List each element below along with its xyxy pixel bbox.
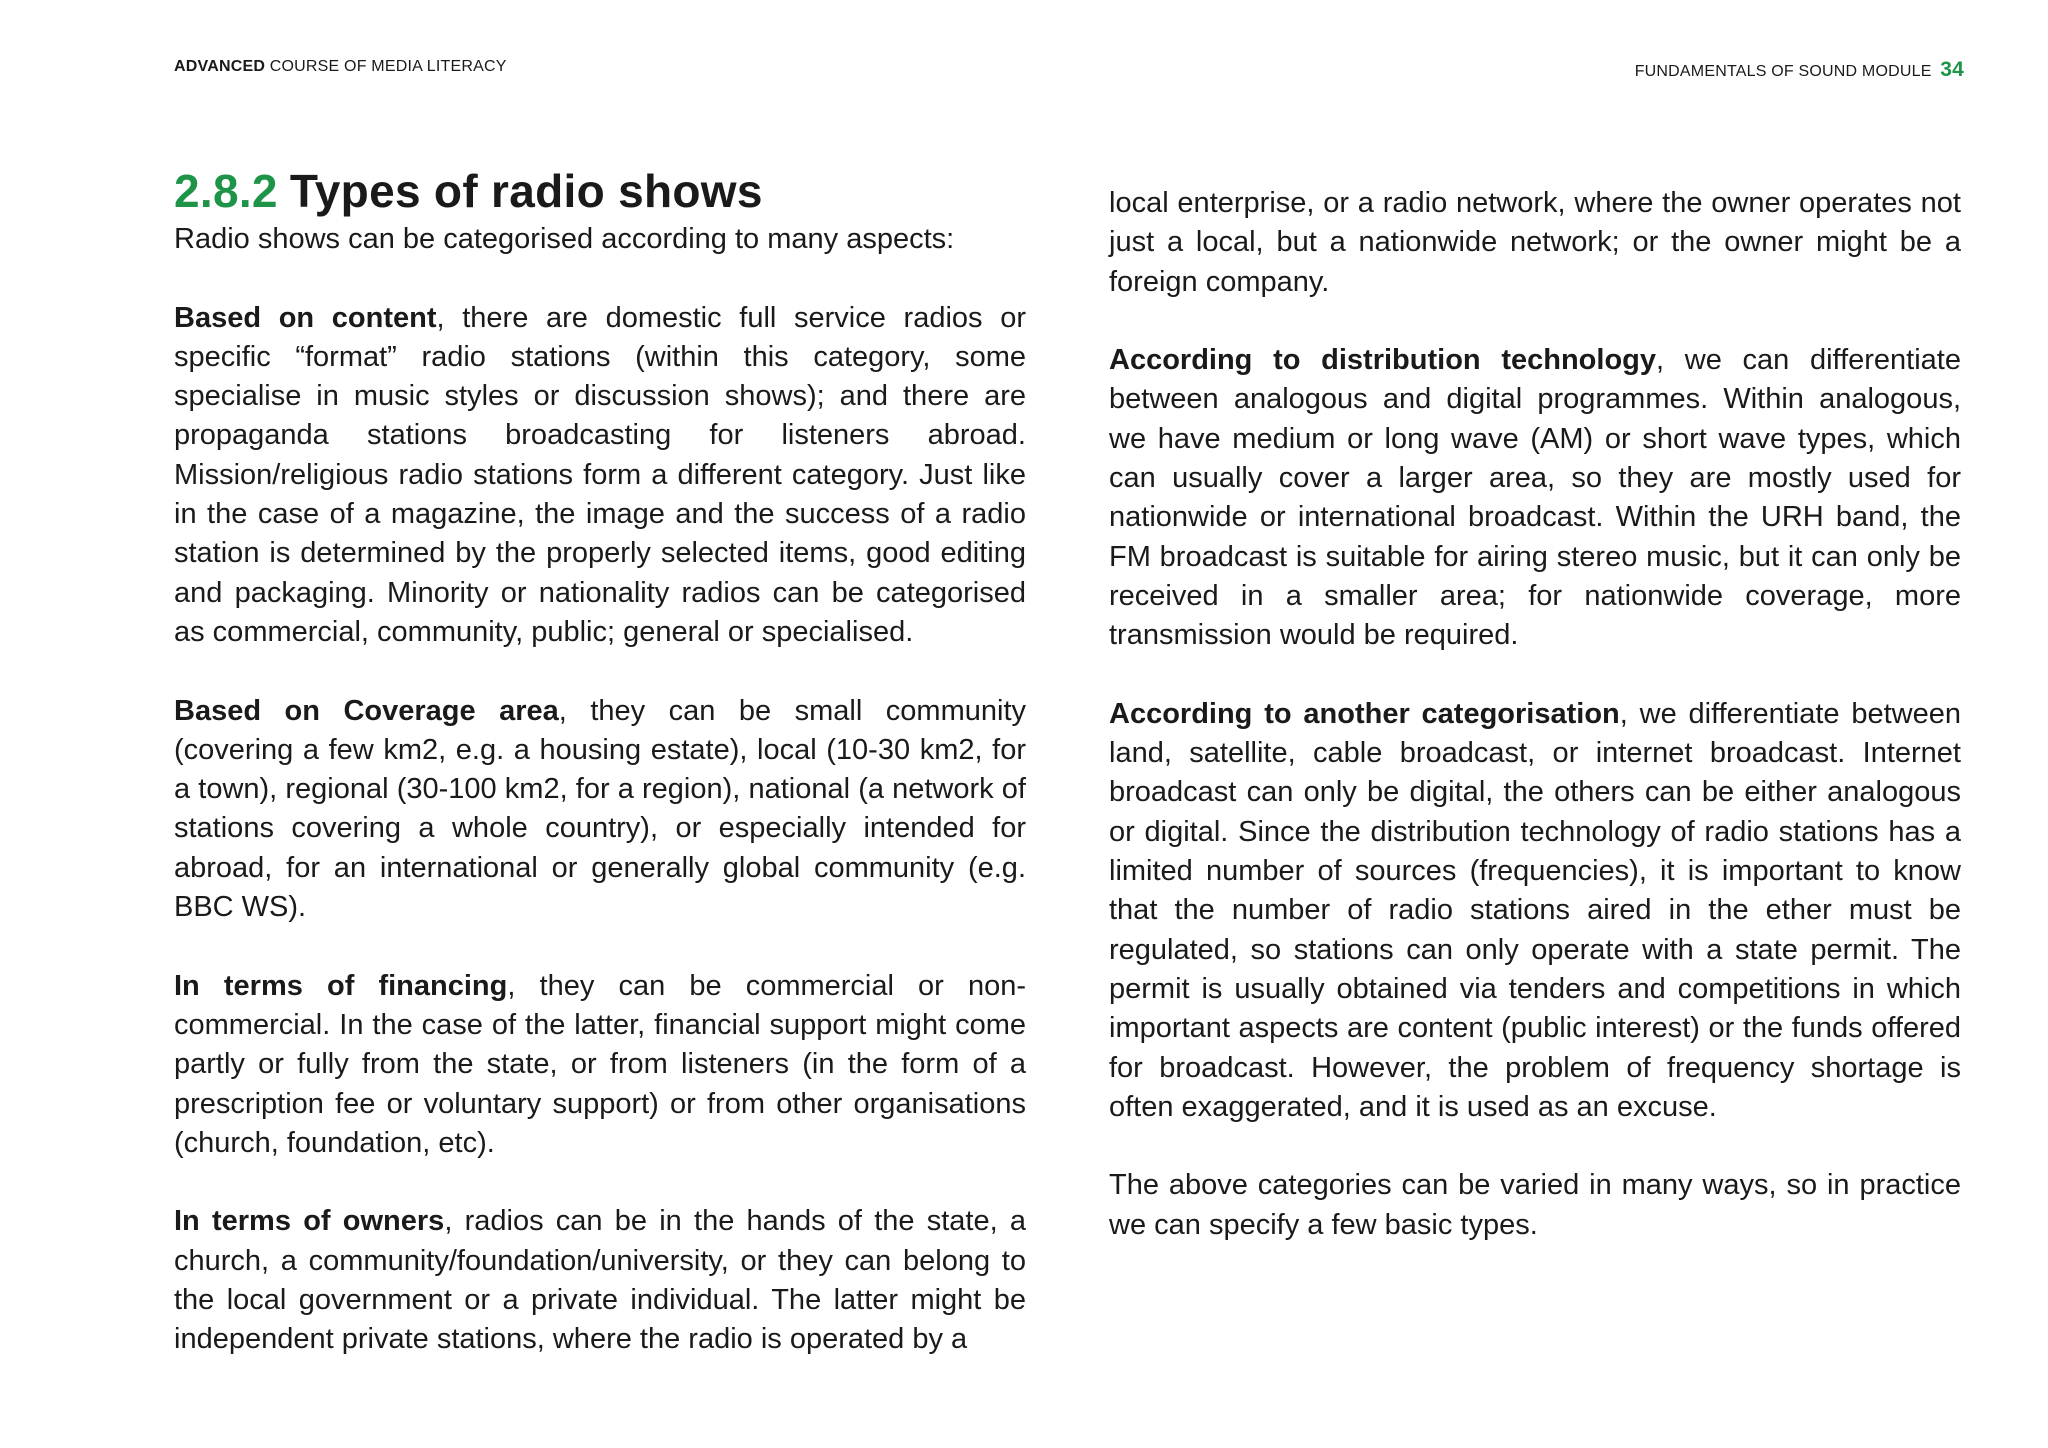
section-intro: Radio shows can be categorised according to many aspects: — [174, 223, 955, 255]
right-column — [1109, 184, 1961, 1245]
paragraph-financing — [174, 967, 1026, 1163]
section-heading — [174, 162, 1026, 220]
paragraph-continuation: local enterprise, or a radio network, where the owner operates not just a local, but a nationwide network; or the owner might be a foreign company. — [1109, 187, 1961, 298]
paragraph-distribution — [1109, 341, 1961, 655]
paragraph-owners — [174, 1202, 1026, 1359]
paragraph-lead: Based on Coverage area — [174, 694, 559, 727]
paragraph-text: , we can differentiate between analogous and digital programmes. Within analogous, we have medium or long wave (AM) or short wave types, which can usually cover a larger area, so they are mostly used for nationwide or international broadcast. Within the URH band, the FM broadcast is suitable for airing stereo music, but it can only be received in a smaller area; for nationwide coverage, more transmission would be required. — [1109, 344, 1961, 652]
paragraph-lead: According to another categorisation — [1109, 697, 1620, 730]
section-number: 2.8.2 — [174, 165, 278, 217]
paragraph-closing: The above categories can be varied in many ways, so in practice we can specify a few basic types. — [1109, 1169, 1961, 1241]
paragraph-text: , they can be small community (covering a few km2, e.g. a housing estate), local (10-30 km2, for a town), regional (30-100 km2, for a region), national (a network of stations covering a whole country), or especially intended for abroad, for an international or generally global community (e.g. BBC WS). — [174, 694, 1027, 924]
course-title: COURSE OF MEDIA LITERACY — [269, 58, 507, 75]
paragraph-lead: In terms of owners — [174, 1205, 445, 1238]
course-level: ADVANCED — [174, 58, 266, 75]
page-number: 34 — [1940, 58, 1964, 81]
section-title: Types of radio shows — [289, 165, 763, 217]
running-header-left — [174, 58, 507, 76]
paragraph-text: , they can be commercial or non-commercial. In the case of the latter, financial support might come partly or fully from the state, or from listeners (in the form of a prescription fee or voluntary support) or from other organisations (church, foundation, etc). — [174, 969, 1026, 1159]
paragraph-content — [174, 299, 1026, 653]
paragraph-coverage — [174, 692, 1026, 928]
paragraph-categorisation — [1109, 695, 1961, 1127]
paragraph-text: , we differentiate between land, satellite, cable broadcast, or internet broadcast. Internet broadcast can only be digital, the others can be either analogous or digital. Since the distribution technology of radio stations has a limited number of sources (frequencies), it is important to know that the number of radio stations aired in the ether must be regulated, so stations can only operate with a state permit. The permit is usually obtained via tenders and competitions in which important aspects are content (public interest) or the funds offered for broadcast. However, the problem of frequency shortage is often exaggerated, and it is used as an excuse. — [1109, 697, 1961, 1123]
paragraph-text: , radios can be in the hands of the state, a church, a community/foundation/university, or they can belong to the local government or a private individual. The latter might be independent private stations, where the radio is operated by a — [174, 1205, 1026, 1356]
paragraph-lead: Based on content — [174, 301, 437, 334]
paragraph-text: , there are domestic full service radios or specific “format” radio stations (within this category, some specialise in music styles or discussion shows); and there are propaganda stations broadcasting for listeners abroad. Mission/religious radio stations form a different category. Just like in the case of a magazine, the image and the success of a radio station is determined by the properly selected items, good editing and packaging. Minority or nationality radios can be categorised as commercial, community, public; general or specialised. — [174, 301, 1026, 648]
paragraph-lead: According to distribution technology — [1109, 344, 1656, 377]
running-header-right — [1635, 58, 1964, 82]
left-column — [174, 162, 1026, 1360]
paragraph-lead: In terms of financing — [174, 969, 508, 1002]
module-title: FUNDAMENTALS OF SOUND MODULE — [1634, 63, 1932, 80]
